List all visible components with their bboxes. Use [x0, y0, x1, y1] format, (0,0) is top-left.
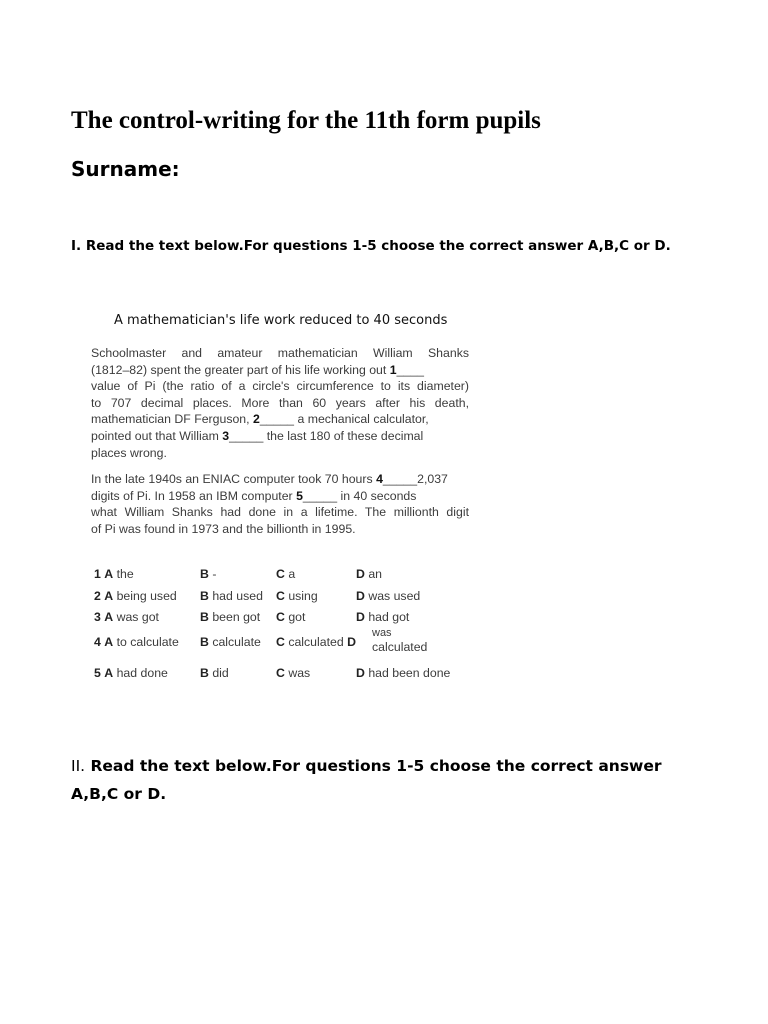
option-c: using [288, 589, 318, 603]
option-b: did [212, 666, 229, 680]
text-line: In the late 1940s an ENIAC computer took 70 hours 4_____2,037 [91, 472, 448, 486]
scanned-exercise [86, 305, 478, 700]
text-line: to 707 decimal places. More than 60 years after his death, [91, 395, 469, 410]
option-a: had done [116, 666, 168, 680]
gap-number: 1 [389, 362, 397, 377]
text-line: (1812–82) spent the greater part of his life working out 1____ [91, 362, 424, 377]
exercise-paragraph-1 [91, 345, 469, 461]
option-d: had got [368, 610, 410, 624]
exercise-paragraph-2 [91, 471, 469, 537]
section-number: II. [71, 757, 86, 775]
text-line: what William Shanks had done in a lifetime. The millionth digit [91, 505, 469, 520]
option-b: calculate [212, 635, 261, 649]
option-a: to calculate [116, 635, 179, 649]
text-line: digits of Pi. In 1958 an IBM computer 5_____ in 40 seconds [91, 488, 417, 503]
option-b: - [212, 567, 217, 581]
option-d: was calculated [372, 627, 428, 654]
option-d: an [368, 567, 382, 581]
option-c: calculated [288, 635, 344, 649]
option-row: 4 A to calculate B calculate C calculated D was calculated [94, 627, 428, 654]
section2-instruction-text: Read the text below.For questions 1-5 choose the correct answer A,B,C or D. [71, 757, 662, 803]
option-d: had been done [368, 666, 451, 680]
gap-number: 3 [222, 428, 230, 443]
text-line: mathematician DF Ferguson, 2_____ a mechanical calculator, [91, 412, 429, 427]
gap-number: 4 [376, 472, 383, 486]
text-line: pointed out that William 3_____ the last 180 of these decimal [91, 428, 424, 443]
gap-blank: _____ [302, 488, 338, 503]
gap-blank: _____ [259, 412, 295, 427]
surname-label: Surname: [71, 157, 180, 181]
text-line: places wrong. [91, 445, 167, 460]
gap-number: 2 [252, 412, 260, 427]
gap-blank: ____ [396, 362, 424, 377]
section2-instruction [71, 752, 711, 808]
option-c: was [288, 666, 311, 680]
text-line: Schoolmaster and amateur mathematician William Shanks [91, 346, 469, 360]
option-a: the [116, 567, 134, 581]
option-a: was got [116, 610, 159, 624]
gap-blank: _____ [229, 428, 264, 443]
option-b: been got [212, 610, 261, 624]
gap-number: 5 [296, 488, 303, 503]
option-row: 1 A the B - C a D an [94, 567, 382, 581]
option-a: being used [116, 589, 177, 603]
gap-blank: _____ [382, 472, 418, 486]
exercise-title: A mathematician's life work reduced to 40 seconds [114, 313, 448, 328]
text-line: value of Pi (the ratio of a circle's circumference to its diameter) [91, 379, 469, 394]
text-line: of Pi was found in 1973 and the billionth in 1995. [91, 521, 356, 536]
option-c: got [288, 610, 306, 624]
option-b: had used [212, 589, 263, 603]
option-c: a [288, 567, 296, 581]
option-row: 5 A had done B did C was D had been done [94, 666, 451, 680]
option-row: 2 A being used B had used C using D was used [94, 589, 421, 603]
option-row: 3 A was got B been got C got D had got [94, 610, 410, 624]
page-title: The control-writing for the 11th form pupils [71, 107, 541, 134]
section1-instruction: I. Read the text below.For questions 1-5 choose the correct answer A,B,C or D. [71, 238, 671, 254]
option-d: was used [368, 589, 421, 603]
